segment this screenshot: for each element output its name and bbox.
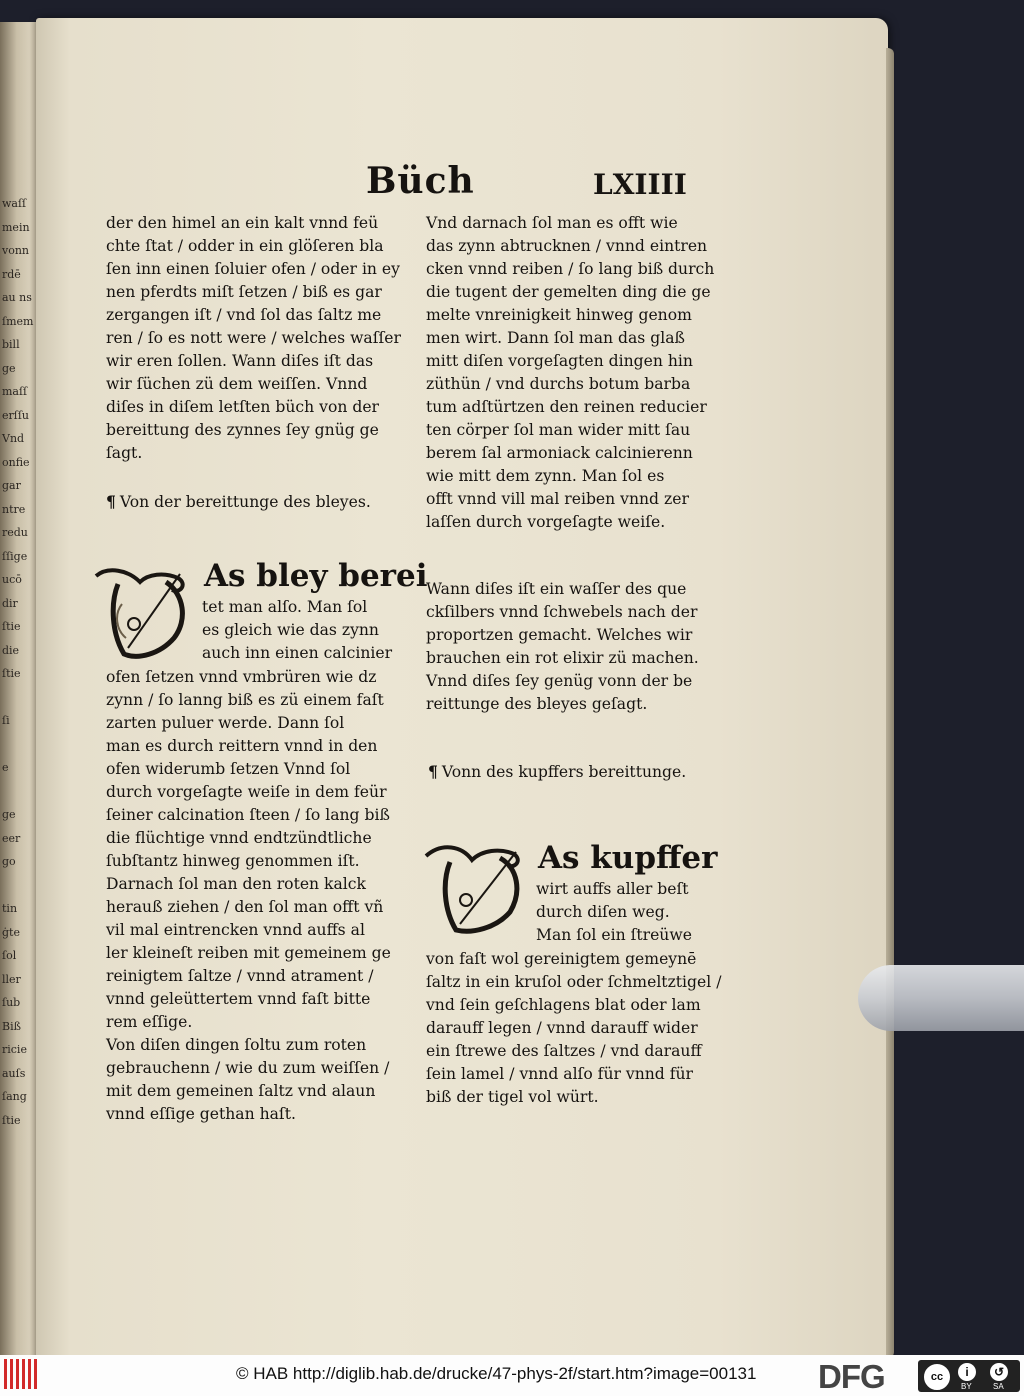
text-line: tet man alſo. Man ſol xyxy=(202,598,368,616)
right-column-middle xyxy=(426,578,699,716)
left-page-fragment: bill xyxy=(2,338,20,351)
text-line: wirt auffs aller beſt xyxy=(536,880,689,898)
text-line: wir eren ſollen. Wann diſes iſt das xyxy=(106,352,374,370)
left-page-fragment: ge xyxy=(2,361,16,375)
hab-logo-icon xyxy=(4,1359,38,1389)
text-line: ofen widerumb ſetzen Vnnd ſol xyxy=(106,760,351,778)
left-page-fragment: erſſu xyxy=(2,408,29,422)
right-column-body xyxy=(426,948,721,1109)
section-lead-copper: As kupffer xyxy=(538,840,718,876)
cc-license-badge[interactable] xyxy=(918,1360,1020,1392)
text-line: bereittung des zynnes ſey gnüg ge xyxy=(106,421,379,439)
text-line: Von diſen dingen ſoltu zum roten xyxy=(106,1036,367,1054)
rubric-copper-text: Vonn des kupffers bereittunge. xyxy=(441,763,687,781)
left-column-top xyxy=(106,212,401,465)
text-line: es gleich wie das zynn xyxy=(202,621,379,639)
text-line: von faſt wol gereinigtem gemeynē xyxy=(426,950,697,968)
text-line: ſagt. xyxy=(106,444,143,462)
dfg-logo: DFG xyxy=(818,1358,885,1395)
text-line: reinigtem ſaltze / vnnd atrament / xyxy=(106,967,374,985)
text-line: laſſen durch vorgeſagte weiſe. xyxy=(426,513,666,531)
by-label: BY xyxy=(961,1382,972,1391)
left-page-fragment: ntre xyxy=(2,502,26,516)
text-line: diſes in diſem letſten büch von der xyxy=(106,398,379,416)
section-lead-lead: As bley berei xyxy=(204,558,428,594)
text-line: ein ſtrewe des ſaltzes / vnd darauff xyxy=(426,1042,702,1060)
sa-label: SA xyxy=(993,1382,1004,1391)
text-line: ren / ſo es nott were / welches waſſer xyxy=(106,329,401,347)
left-page-fragment: ſſige xyxy=(2,549,28,563)
text-line: nen pferdts miſt ſetzen / biß es gar xyxy=(106,283,382,301)
text-line: ſaltz in ein kruſol oder ſchmeltztigel / xyxy=(426,973,722,991)
text-line: Vnnd diſes ſey genüg vonn der be xyxy=(426,672,693,690)
left-page-fragment: ſi xyxy=(2,714,10,727)
text-line: ſein lamel / vnnd alſo für vnnd für xyxy=(426,1065,694,1083)
text-line: ofen ſetzen vnnd vmbrüren wie dz xyxy=(106,668,377,686)
rubric-copper-section xyxy=(428,762,686,781)
text-line: auch inn einen calcinier xyxy=(202,644,393,662)
left-page-fragment: eer xyxy=(2,831,21,845)
left-page-fragments xyxy=(2,192,34,1132)
by-icon: i xyxy=(958,1363,976,1381)
left-page-fragment: die xyxy=(2,643,20,657)
text-line: vnd ſein geſchlagens blat oder lam xyxy=(426,996,701,1014)
text-line: wie mitt dem zynn. Man ſol es xyxy=(426,467,665,485)
right-initial-lines xyxy=(536,878,692,947)
cc-icon: cc xyxy=(922,1362,952,1392)
left-page-fragment: ge xyxy=(2,808,16,821)
left-page-fragment: ricie xyxy=(2,1043,27,1056)
decorated-initial-d-icon xyxy=(422,838,532,936)
left-page-fragment: ucō xyxy=(2,573,22,586)
text-line: zynn / ſo lanng biß es zü einem faſt xyxy=(106,691,384,709)
text-line: Vnd darnach ſol man es offt wie xyxy=(426,214,678,232)
left-page-fragment: ſtie xyxy=(2,620,21,633)
footer-bar xyxy=(0,1355,1024,1396)
text-line: darauff legen / vnnd darauff wider xyxy=(426,1019,698,1037)
left-page-fragment: ġte xyxy=(2,925,20,939)
text-line: die flüchtige vnnd endtzündtliche xyxy=(106,829,372,847)
text-line: mitt diſen vorgeſagten dingen hin xyxy=(426,352,693,370)
left-initial-lines xyxy=(202,596,392,665)
left-page-fragment: onfie xyxy=(2,455,30,469)
text-line: offt vnnd vill mal reiben vnnd zer xyxy=(426,490,689,508)
text-line: vil mal eintrencken vnnd auffs al xyxy=(106,921,365,939)
text-line: Wann diſes iſt ein waſſer des que xyxy=(426,580,687,598)
text-line: zarten puluer werde. Dann ſol xyxy=(106,714,345,732)
left-page-fragment: waſſ xyxy=(2,197,27,210)
text-line: wir ſüchen zü dem weiſſen. Vnnd xyxy=(106,375,368,393)
left-page-fragment xyxy=(2,874,30,898)
text-line: proportzen gemacht. Welches wir xyxy=(426,626,693,644)
left-page-fragment: vonn xyxy=(2,244,30,257)
text-line: gebrauchenn / wie du zum weiſſen / xyxy=(106,1059,390,1077)
text-line: der den himel an ein kalt vnnd feü xyxy=(106,214,379,232)
footer-copyright-link[interactable]: © HAB http://diglib.hab.de/drucke/47-phys-2f/start.htm?image=00131 xyxy=(236,1364,757,1383)
left-page-fragment: ſub xyxy=(2,996,21,1009)
text-line: biß der tigel vol würt. xyxy=(426,1088,599,1106)
text-line: ten cörper ſol man wider mitt ſau xyxy=(426,421,691,439)
text-line: berem ſal armoniack calcinierenn xyxy=(426,444,693,462)
text-line: vnnd eſſige gethan haſt. xyxy=(106,1105,296,1123)
page-holder-tab xyxy=(858,965,1024,1031)
left-page-fragment: Vnd xyxy=(2,432,25,445)
left-page-fragment: ſang xyxy=(2,1090,27,1103)
left-page-fragment xyxy=(2,686,30,710)
text-line: durch vorgeſagte weiſe in dem feür xyxy=(106,783,387,801)
folio-number: LXIIII xyxy=(593,168,687,201)
left-page-fragment: mein xyxy=(2,220,30,234)
text-line: melte vnreinigkeit hinweg genom xyxy=(426,306,692,324)
left-page-fragment: ller xyxy=(2,972,21,986)
left-page-fragment: ſtie xyxy=(2,667,21,680)
left-page-fragment: rdē xyxy=(2,267,21,281)
text-line: durch diſen weg. xyxy=(536,903,670,921)
text-line: mit dem gemeinen ſaltz vnd alaun xyxy=(106,1082,376,1100)
text-line: chte ſtat / odder in ein glöſeren bla xyxy=(106,237,384,255)
text-line: ler kleineſt reiben mit gemeinem ge xyxy=(106,944,391,962)
running-head-title: Büch xyxy=(366,160,475,202)
left-page-fragment: redu xyxy=(2,526,28,539)
text-line: Darnach ſol man den roten kalck xyxy=(106,875,366,893)
pilcrow-icon: ¶ xyxy=(428,762,438,781)
text-line: tum adſtürtzen den reinen reducier xyxy=(426,398,707,416)
text-line: ſen inn einen ſoluier ofen / oder in ey xyxy=(106,260,400,278)
text-line: reittunge des bleyes geſagt. xyxy=(426,695,648,713)
text-line: Man ſol ein ſtreüwe xyxy=(536,926,692,944)
right-column-top xyxy=(426,212,714,534)
left-page-fragment: go xyxy=(2,855,16,868)
left-page-fragment: gar xyxy=(2,479,21,492)
text-line: züthün / vnd durchs botum barba xyxy=(426,375,691,393)
left-page-fragment: e xyxy=(2,761,9,774)
text-line: brauchen ein rot elixir zü machen. xyxy=(426,649,699,667)
left-page-fragment: Biß xyxy=(2,1019,21,1033)
left-page-fragment: auſs xyxy=(2,1066,26,1080)
pilcrow-icon: ¶ xyxy=(106,492,116,511)
left-page-fragment: ſtie xyxy=(2,1113,21,1127)
left-page-fragment: au ns xyxy=(2,291,32,304)
left-column-body xyxy=(106,666,391,1126)
text-line: man es durch reittern vnnd in den xyxy=(106,737,378,755)
text-line: ſubſtantz hinweg genommen iſt. xyxy=(106,852,360,870)
text-line: ckſilbers vnnd ſchwebels nach der xyxy=(426,603,698,621)
text-line: vnnd geleüttertem vnnd faſt bitte xyxy=(106,990,371,1008)
text-line: ſeiner calcination ſteen / ſo lang biß xyxy=(106,806,390,824)
text-line: men wirt. Dann ſol man das glaß xyxy=(426,329,685,347)
text-line: herauß ziehen / den ſol man offt vñ xyxy=(106,898,384,916)
sa-icon: ↺ xyxy=(990,1363,1008,1381)
left-page-fragment xyxy=(2,780,30,804)
left-page-fragment: tin xyxy=(2,902,18,915)
text-line: die tugent der gemelten ding die ge xyxy=(426,283,711,301)
rubric-lead-text: Von der bereittunge des bleyes. xyxy=(119,493,371,511)
text-line: cken vnnd reiben / ſo lang biß durch xyxy=(426,260,715,278)
text-line: rem eſſige. xyxy=(106,1013,193,1031)
book-page xyxy=(36,18,888,1366)
left-page-fragment: maſſ xyxy=(2,385,28,398)
left-page-fragment: ſmem xyxy=(2,314,34,328)
text-line: das zynn abtrucknen / vnnd eintren xyxy=(426,237,708,255)
decorated-initial-d-icon xyxy=(88,564,198,662)
left-page-fragment xyxy=(2,733,30,757)
left-page-fragment: ſol xyxy=(2,949,17,962)
left-page-fragment: dir xyxy=(2,596,18,610)
text-line: zergangen iſt / vnd ſol das ſaltz me xyxy=(106,306,382,324)
rubric-lead-section xyxy=(106,492,371,511)
